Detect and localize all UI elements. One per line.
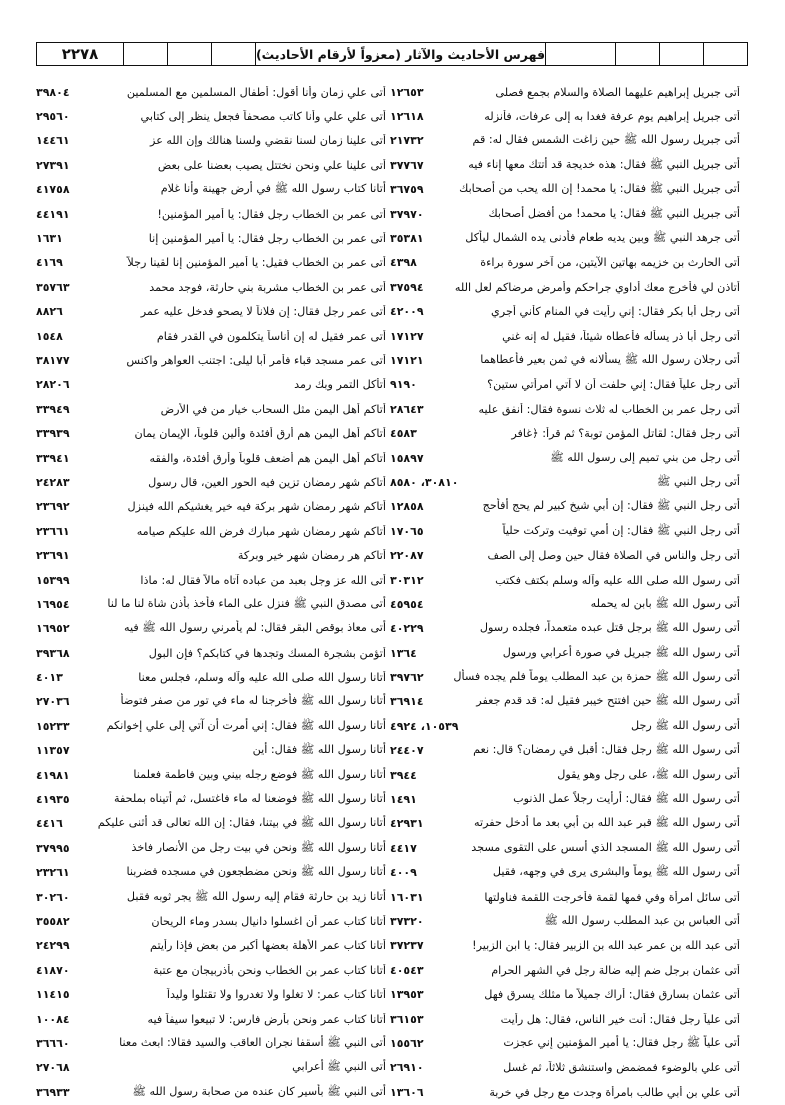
- entry-text: أتى معاذ بوقص البقر فقال: لم يأمرني رسول الله ﷺ فيه: [124, 621, 386, 635]
- entry-text: أتاكم هر رمضان شهر خير وبركة: [237, 549, 386, 563]
- entry-text: أتانا رسول الله ﷺ فأخرجنا له ماء في تور من صفر فتوضأ: [120, 694, 386, 708]
- entry-text: أتاكم شهر رمضان شهر بركة فيه خير يغشيكم الله فينزل: [127, 500, 386, 514]
- entry-reference-number: ١٥٢٣٣: [36, 719, 70, 733]
- index-entry: [36, 909, 386, 933]
- index-entry: [390, 861, 740, 885]
- entry-text: أتى جبريل إبراهيم عليهما الصلاة والسلام بجمع فصلى: [495, 85, 740, 99]
- entry-reference-number: ١٦٣١: [36, 232, 63, 246]
- index-entry: [390, 641, 740, 665]
- index-entry: [36, 202, 386, 226]
- entry-reference-number: ٢٣٦٦١: [36, 524, 70, 538]
- entry-text: أتى رجل أبا بكر فقال: إني رأيت في المنام كأني أجري: [491, 305, 740, 319]
- entry-reference-number: ١٠٠٨٤: [36, 1012, 70, 1026]
- entry-reference-number: ٢٩٥٦٠: [36, 110, 70, 124]
- entry-reference-number: ٤١٧٥٨: [36, 183, 70, 197]
- index-entry: [36, 495, 386, 519]
- entry-text: أتى مصدق النبي ﷺ فنزل على الماء فأخذ بأذن شاة لنا ما لنا: [107, 596, 386, 610]
- entry-reference-number: ٣٦٦٦٠: [36, 1036, 70, 1050]
- index-entry: [36, 153, 386, 177]
- index-entry: [390, 714, 740, 738]
- entry-text: أتى عثمان برجل ضم إليه ضالة رجل في الشهر الحرام: [491, 963, 740, 977]
- entry-reference-number: ١٣٦٤: [390, 646, 417, 660]
- entry-text: أتاذن لي فأخرج معك أداوي جراحكم وأمرض مرضاكم لعل الله: [454, 280, 740, 294]
- entry-text: أتى سائل امرأة وفي فمها لقمة فأخرجت اللقمة فناولتها: [484, 890, 740, 904]
- entry-text: أتانا رسول الله صلى الله عليه وآله وسلم، فجلس معنا: [138, 671, 386, 685]
- entry-text: أتى رسول الله ﷺ رجل: [631, 718, 740, 732]
- index-entry: [36, 104, 386, 128]
- entry-text: أتى علينا علي ونحن نختتل يصيب بعضنا على بعض: [157, 158, 386, 172]
- index-entry: [390, 592, 740, 616]
- index-entry: [390, 324, 740, 348]
- entry-text: أتى رسول الله ﷺ حمزة بن عبد المطلب يوماً فلم يجده فسأل: [453, 670, 740, 684]
- entry-text: أتانا كتاب عمر الأهلة بعضها أكبر من بعض فإذا رأيتم: [150, 939, 386, 953]
- entry-text: أتى رسول الله صلى الله عليه وآله وسلم بكتف فكتب: [495, 573, 740, 587]
- entry-reference-number: ٨٨٢٦: [36, 305, 63, 319]
- entry-text: أتى رجل النبي ﷺ: [656, 474, 740, 488]
- entry-text: أتى رجل أبا ذر يسأله فأعطاه شيئاً، فقيل له إنه غني: [502, 329, 740, 343]
- entry-reference-number: ٣٣٩٤٩: [36, 402, 70, 416]
- entry-reference-number: ٣٥٥٨٢: [36, 914, 70, 928]
- entry-reference-number: ٤٠١٣: [36, 671, 63, 685]
- index-entry: [36, 373, 386, 397]
- entry-reference-number: ٣٥٧٦٣: [36, 280, 70, 294]
- index-entry: [36, 787, 386, 811]
- index-entry: [390, 909, 740, 933]
- index-entry: [36, 178, 386, 202]
- index-entry: [390, 1007, 740, 1031]
- index-entry: [390, 543, 740, 567]
- entry-text: أتى عمر بن الخطاب مشربة بني حارثة، فوجد محمد: [149, 280, 386, 294]
- entry-text: أتانا زيد بن حارثة فقام إليه رسول الله ﷺ يجر ثوبه فقبل: [126, 889, 386, 903]
- entry-reference-number: ٢٤٤٠٧: [390, 744, 424, 758]
- entry-text: أتى النبي ﷺ أعرابي: [292, 1060, 386, 1074]
- entry-text: أتى رجل فقال: لقاتل المؤمن توبة؟ ثم قرأ: ﴿غافر: [511, 427, 740, 441]
- entry-reference-number: ٤١٩٣٥: [36, 793, 70, 807]
- entry-text: أتى رجل النبي ﷺ فقال: إن أبي شيخ كبير لم يحج أفأحج: [482, 499, 740, 513]
- entry-reference-number: ٢٢٠٨٧: [390, 549, 424, 563]
- index-entry: [36, 568, 386, 592]
- index-entry: [36, 519, 386, 543]
- entry-reference-number: ١٢٦١٨: [390, 110, 424, 124]
- entry-reference-number: ٣٧٩٩٥: [36, 841, 70, 855]
- index-entry: [390, 300, 740, 324]
- entry-reference-number: ٣٦٧٥٩: [390, 183, 424, 197]
- entry-reference-number: ٣٩٤٤: [390, 768, 417, 782]
- index-entry: [36, 300, 386, 324]
- entry-reference-number: ٣٩٧٦٢: [390, 671, 424, 685]
- header-empty-cell: [703, 43, 747, 65]
- entry-text: أتى علينا زمان لسنا نقضي ولسنا هنالك وإن الله عز: [150, 134, 386, 148]
- entry-text: أتانا رسول الله ﷺ فقال: أين: [252, 743, 386, 757]
- entry-reference-number: ٣٧٣٢٠: [390, 914, 424, 928]
- entry-reference-number: ٩١٩٠: [390, 378, 417, 392]
- index-entry: [390, 690, 740, 714]
- entry-text: أتى جبريل النبي ﷺ فقال: يا محمد! إن الله يحب من أصحابك: [459, 182, 740, 196]
- entry-text: أتى جبريل النبي ﷺ فقال: يا محمد! من أفضل أصحابك: [488, 206, 740, 220]
- index-entry: [36, 714, 386, 738]
- index-entry: [390, 129, 740, 153]
- entry-text: أتانا رسول الله ﷺ فوضعنا له ماء فاغتسل، ثم أتيناه بملحفة: [113, 792, 386, 806]
- index-entry: [36, 958, 386, 982]
- entry-text: أتى علي بن أبي طالب بامرأة وجدت مع رجل في خربة: [489, 1085, 740, 1099]
- entry-reference-number: ١٧١٢١: [390, 353, 424, 367]
- entry-text: أتى جبريل النبي ﷺ فقال: هذه خديجة قد أتتك معها إناء فيه: [468, 157, 740, 171]
- entry-reference-number: ٤٠٥٤٣: [390, 963, 424, 977]
- entry-reference-number: ٣٥٣٨١: [390, 232, 424, 246]
- entry-text: أتى النبي ﷺ أسقفا نجران العاقب والسيد فقالا: ابعث معنا: [119, 1035, 386, 1049]
- entry-reference-number: ١١٤١٥: [36, 988, 70, 1002]
- index-entry: [390, 226, 740, 250]
- entry-reference-number: ١٢٨٥٨: [390, 500, 424, 514]
- index-entry: [36, 934, 386, 958]
- entry-reference-number: ١١٣٥٧: [36, 744, 70, 758]
- index-entry: [36, 982, 386, 1006]
- index-entry: [36, 690, 386, 714]
- index-entry: [36, 251, 386, 275]
- index-entry: [390, 836, 740, 860]
- entry-text: أتى رسول الله ﷺ فقال: أرأيت رجلاً عمل الذنوب: [513, 792, 740, 806]
- header-empty-cell: [545, 43, 615, 65]
- entry-reference-number: ١٦٩٥٢: [36, 622, 70, 636]
- entry-reference-number: ٢٣٦٩١: [36, 549, 70, 563]
- index-entry: [36, 617, 386, 641]
- entry-reference-number: ١٥٥٦٢: [390, 1036, 424, 1050]
- entry-reference-number: ١٠٥٣٩، ٤٩٢٤: [390, 719, 459, 733]
- entry-text: أتى رجل والناس في الصلاة فقال حين وصل إلى الصف: [487, 549, 740, 563]
- index-entry: [390, 787, 740, 811]
- index-entry: [390, 568, 740, 592]
- entry-reference-number: ٢٤٢٩٩: [36, 939, 70, 953]
- entry-reference-number: ٢٦٩١٠: [390, 1061, 424, 1075]
- entry-reference-number: ٤٤١٧: [390, 841, 417, 855]
- entry-text: أتى رسول الله ﷺ حين افتتح خيبر فقيل له: قد قدم جعفر: [476, 694, 740, 708]
- header-empty-cell: [659, 43, 703, 65]
- entry-reference-number: ١٥٤٨: [36, 329, 63, 343]
- entry-text: أتى رسول الله ﷺ يوماً والبشرى يرى في وجهه، فقيل: [492, 865, 740, 879]
- page-title: فهرس الأحاديث والآثار (معزواً لأرقام الأحاديث): [255, 43, 545, 65]
- entry-text: أتى رجل من بني تميم إلى رسول الله ﷺ: [550, 450, 740, 464]
- entry-reference-number: ٢٧٠٣٦: [36, 695, 70, 709]
- index-entry: [390, 958, 740, 982]
- entry-reference-number: ١٣٦٠٦: [390, 1085, 424, 1099]
- index-entry: [36, 885, 386, 909]
- index-entry: [36, 80, 386, 104]
- entry-text: أتى علياً ﷺ رجل فقال: يا أمير المؤمنين إني عجزت: [503, 1035, 740, 1049]
- entry-reference-number: ٣٨١٧٧: [36, 353, 70, 367]
- index-entry: [36, 592, 386, 616]
- entry-reference-number: ٤١٩٨١: [36, 768, 70, 782]
- entry-text: أتى جبريل رسول الله ﷺ حين زاغت الشمس فقال له: قم: [472, 133, 740, 147]
- index-entry: [390, 885, 740, 909]
- index-entry: [390, 373, 740, 397]
- entry-text: أتاكم أهل اليمن مثل السحاب خيار من في الأرض: [160, 402, 386, 416]
- entry-text: أتأكل التمر وبك رمد: [294, 378, 386, 392]
- entry-reference-number: ٢٣٦٩٢: [36, 500, 70, 514]
- entry-text: أتى العباس بن عبد المطلب رسول الله ﷺ: [544, 913, 740, 927]
- entry-reference-number: ٣٠٢٦٠: [36, 890, 70, 904]
- entry-reference-number: ١٤٤٦١: [36, 134, 70, 148]
- entry-reference-number: ٣٧٥٩٤: [390, 280, 424, 294]
- index-entry: [36, 1007, 386, 1031]
- index-entry: [390, 665, 740, 689]
- index-entry: [390, 421, 740, 445]
- index-entry: [390, 153, 740, 177]
- entry-reference-number: ٣٩٨٠٤: [36, 85, 70, 99]
- entry-text: أتى رسول الله ﷺ، على رجل وهو يقول: [557, 767, 740, 781]
- page-header: [36, 42, 748, 66]
- entry-reference-number: ٤٠٠٩: [390, 866, 417, 880]
- index-entry: [390, 812, 740, 836]
- index-entry: [36, 226, 386, 250]
- entry-text: أتى رسول الله ﷺ المسجد الذي أسس على التقوى مسجد: [471, 840, 740, 854]
- entry-text: أتى رسول الله ﷺ قبر عبد الله بن أبي بعد ما أدخل حفرته: [474, 816, 740, 830]
- entry-text: أتى رسول الله ﷺ بابن له يحمله: [590, 596, 740, 610]
- header-empty-cell: [211, 43, 255, 65]
- index-entry: [390, 470, 740, 494]
- entry-text: أتانا كتاب عمر ونحن بأرض فارس: لا تبيعوا سيفاً فيه: [147, 1012, 386, 1026]
- entry-text: أتى رسول الله ﷺ رجل فقال: أقبل في رمضان؟ قال: نعم: [473, 743, 740, 757]
- entry-text: أتانا رسول الله ﷺ ونحن في بيت رجل من الأنصار فاخذ: [131, 840, 386, 854]
- index-entry: [36, 665, 386, 689]
- index-entry: [390, 1080, 740, 1104]
- entry-text: أتانا كتاب عمر أن اغسلوا دانيال بسدر وماء الريحان: [151, 914, 386, 928]
- entry-reference-number: ٣٧٢٣٧: [390, 939, 424, 953]
- entry-text: أتى عمر بن الخطاب رجل فقال: يا أمير المؤمنين إنا: [148, 232, 386, 246]
- index-entry: [390, 982, 740, 1006]
- entry-reference-number: ٣٧٩٧٠: [390, 207, 424, 221]
- index-entry: [36, 763, 386, 787]
- index-entry: [36, 836, 386, 860]
- index-entry: [36, 641, 386, 665]
- index-column-left: [36, 80, 386, 1104]
- index-entry: [390, 446, 740, 470]
- entry-text: أتى الله عز وجل بعبد من عباده آتاه مالاً فقال له: ماذا: [140, 573, 386, 587]
- entry-text: أتانا رسول الله ﷺ فقال: إني أمرت أن آتي إلى علي إخوانكم: [106, 718, 386, 732]
- entry-reference-number: ١٦٩٥٤: [36, 597, 70, 611]
- index-entry: [36, 275, 386, 299]
- entry-text: أتاكم شهر رمضان شهر مبارك فرض الله عليكم صيامه: [136, 524, 386, 538]
- entry-text: أتى علي زمان وأنا أقول: أطفال المسلمين مع المسلمين: [126, 85, 386, 99]
- entry-text: أتى رسول الله ﷺ برجل قتل عبده متعمداً، فجلده رسول: [479, 621, 740, 635]
- index-entry: [36, 739, 386, 763]
- entry-text: أتى علي بالوضوء فمضمض واستنشق ثلاثاً، ثم غسل: [503, 1061, 740, 1075]
- entry-text: أتى رجل علياً فقال: إني حلفت أن لا آتي امرأتي ستين؟: [487, 378, 740, 392]
- entry-text: أتى جرهد النبي ﷺ وبين يديه طعام فأدنى يده الشمال ليأكل: [465, 231, 740, 245]
- index-entry: [36, 348, 386, 372]
- entry-text: أتانا رسول الله ﷺ ونحن مضطجعون في مسجده فضربنا: [126, 865, 386, 879]
- entry-text: أتى عمر بن الخطاب فقيل: يا أمير المؤمنين إنا لقينا رجلاً: [127, 256, 386, 270]
- header-empty-cell: [615, 43, 659, 65]
- entry-text: أتى رجلان رسول الله ﷺ يسألانه في ثمن بعير فأعطاهما: [480, 352, 740, 366]
- index-entry: [36, 324, 386, 348]
- entry-reference-number: ٢٤٢٨٣: [36, 475, 70, 489]
- entry-reference-number: ١٦٠٣١: [390, 890, 424, 904]
- entry-reference-number: ٤٢٩٣١: [390, 817, 424, 831]
- index-entry: [390, 202, 740, 226]
- header-empty-cell: [123, 43, 167, 65]
- entry-text: أتى رجل النبي ﷺ فقال: إن أمي توفيت وتركت حلياً: [502, 523, 740, 537]
- entry-text: أتى عمر رجل فقال: إن فلاناً لا يصحو فدخل عليه عمر: [140, 305, 386, 319]
- index-entry: [390, 617, 740, 641]
- entry-text: أتاكم أهل اليمن هم أرق أفئدة وألين قلوباً، الإيمان يمان: [134, 427, 386, 441]
- entry-text: أتى عمر مسجد قباء فأمر أبا ليلى: اجتنب العواهر واكنس: [126, 353, 386, 367]
- entry-reference-number: ٣٦١٥٣: [390, 1012, 424, 1026]
- index-entry: [390, 1056, 740, 1080]
- entry-text: أتانا كتاب عمر بن الخطاب ونحن بأذربيجان مع عتبة: [153, 963, 386, 977]
- entry-reference-number: ٣٧٧٦٧: [390, 158, 424, 172]
- header-empty-cell: [167, 43, 211, 65]
- entry-reference-number: ٤٠٢٢٩: [390, 622, 424, 636]
- entry-reference-number: ٢٨٢٠٦: [36, 378, 70, 392]
- entry-reference-number: ٢٧٣٩١: [36, 158, 70, 172]
- entry-reference-number: ١٤٩١: [390, 793, 417, 807]
- entry-reference-number: ٢٧٠٦٨: [36, 1061, 70, 1075]
- entry-reference-number: ١٧١٢٧: [390, 329, 424, 343]
- entry-reference-number: ٢١٧٣٢: [390, 134, 424, 148]
- entry-text: أتى رسول الله ﷺ جبريل في صورة أعرابي ورسول: [502, 645, 740, 659]
- index-entry: [390, 934, 740, 958]
- entry-reference-number: ٣٠٣١٢: [390, 573, 424, 587]
- entry-text: أتى عبد الله بن عمر عبد الله بن الزبير فقال: يا ابن الزبير!: [472, 939, 740, 953]
- index-column-right: [390, 80, 740, 1104]
- entry-reference-number: ٣٣٩٤١: [36, 451, 70, 465]
- entry-reference-number: ١٢٦٥٣: [390, 85, 424, 99]
- entry-text: أتاكم شهر رمضان تزين فيه الحور العين، قال رسول: [148, 475, 386, 489]
- index-entry: [390, 397, 740, 421]
- entry-reference-number: ٣٦٩٣٣: [36, 1085, 70, 1099]
- entry-text: أتى النبي ﷺ بأسير كان عنده من صحابة رسول الله ﷺ: [132, 1084, 386, 1098]
- index-entry: [390, 763, 740, 787]
- index-entry: [390, 1031, 740, 1055]
- entry-text: أتؤمن بشجرة المسك وتجدها في كتابكم؟ فإن البول: [148, 646, 386, 660]
- index-entry: [390, 275, 740, 299]
- entry-text: أتى علياً رجل فقال: أنت خير الناس، فقال: هل رأيت: [500, 1012, 740, 1026]
- entry-reference-number: ٢٣٢٦١: [36, 866, 70, 880]
- entry-reference-number: ١٧٠٦٥: [390, 524, 424, 538]
- entry-text: أتى عمر فقيل له إن أناساً يتكلمون في القدر فقام: [156, 329, 386, 343]
- entry-reference-number: ٤٥٨٣: [390, 427, 417, 441]
- entry-reference-number: ٣٩٣٦٨: [36, 646, 70, 660]
- index-entry: [36, 1080, 386, 1104]
- index-entry: [390, 519, 740, 543]
- entry-reference-number: ١٣٩٥٣: [390, 988, 424, 1002]
- entry-reference-number: ٤٢٠٠٩: [390, 305, 424, 319]
- index-entry: [36, 446, 386, 470]
- index-entry: [390, 251, 740, 275]
- entry-text: أتى عثمان بسارق فقال: أراك جميلاً ما مثلك يسرق فهل: [484, 988, 740, 1002]
- entry-reference-number: ٤٥٩٥٤: [390, 597, 424, 611]
- index-entry: [36, 129, 386, 153]
- entry-reference-number: ٤٣٩٨: [390, 256, 417, 270]
- index-entry: [390, 80, 740, 104]
- page-number: ٢٢٧٨: [61, 45, 99, 63]
- entry-text: أتانا رسول الله ﷺ فوضع رجله بيني وبين فاطمة فعلمنا: [133, 767, 386, 781]
- entry-reference-number: ٤١٨٧٠: [36, 963, 70, 977]
- entry-reference-number: ٣٠٨١٠، ٨٥٨٠: [390, 475, 459, 489]
- index-entry: [390, 178, 740, 202]
- entry-reference-number: ٤٤١٦: [36, 817, 63, 831]
- entry-text: أتى عمر بن الخطاب رجل فقال: يا أمير المؤمنين!: [157, 207, 386, 221]
- index-entry: [36, 1031, 386, 1055]
- entry-text: أتانا كتاب عمر: لا تغلوا ولا تغدروا ولا تقتلوا وليداً: [166, 988, 386, 1002]
- entry-text: أتى جبريل إبراهيم يوم عرفة فغدا به إلى عرفات، فأنزله: [484, 110, 740, 124]
- entry-text: أتى علي علي وأنا كاتب مصحفاً فجعل ينظر إلى كتابي: [140, 110, 386, 124]
- entry-text: أتى رجل عمر بن الخطاب له ثلاث نسوة فقال: أنفق عليه: [478, 402, 740, 416]
- index-entry: [36, 543, 386, 567]
- entry-reference-number: ٢٨٦٤٣: [390, 402, 424, 416]
- entry-text: أتانا رسول الله ﷺ في بيتنا، فقال: إن الله تعالى قد أثنى عليكم: [97, 816, 386, 830]
- index-entry: [36, 397, 386, 421]
- index-entry: [390, 495, 740, 519]
- index-entry: [36, 470, 386, 494]
- entry-reference-number: ١٥٣٩٩: [36, 573, 70, 587]
- entry-text: أتى الحارث بن خزيمه بهاتين الآيتين، من آخر سورة براءة: [480, 256, 740, 270]
- entry-text: أتاكم أهل اليمن هم أضعف قلوباً وأرق أفئدة، والفقه: [149, 451, 386, 465]
- index-entry: [36, 421, 386, 445]
- index-entry: [390, 348, 740, 372]
- entry-reference-number: ١٥٨٩٧: [390, 451, 424, 465]
- index-entry: [36, 812, 386, 836]
- entry-reference-number: ٣٦٩١٤: [390, 695, 424, 709]
- index-entry: [390, 739, 740, 763]
- index-entry: [390, 104, 740, 128]
- index-entry: [36, 861, 386, 885]
- entry-reference-number: ٤١٦٩: [36, 256, 63, 270]
- entry-text: أتانا كتاب رسول الله ﷺ في أرض جهينة وأنا غلام: [160, 182, 386, 196]
- index-entry: [36, 1056, 386, 1080]
- entry-reference-number: ٤٤١٩١: [36, 207, 70, 221]
- entry-reference-number: ٣٣٩٣٩: [36, 427, 70, 441]
